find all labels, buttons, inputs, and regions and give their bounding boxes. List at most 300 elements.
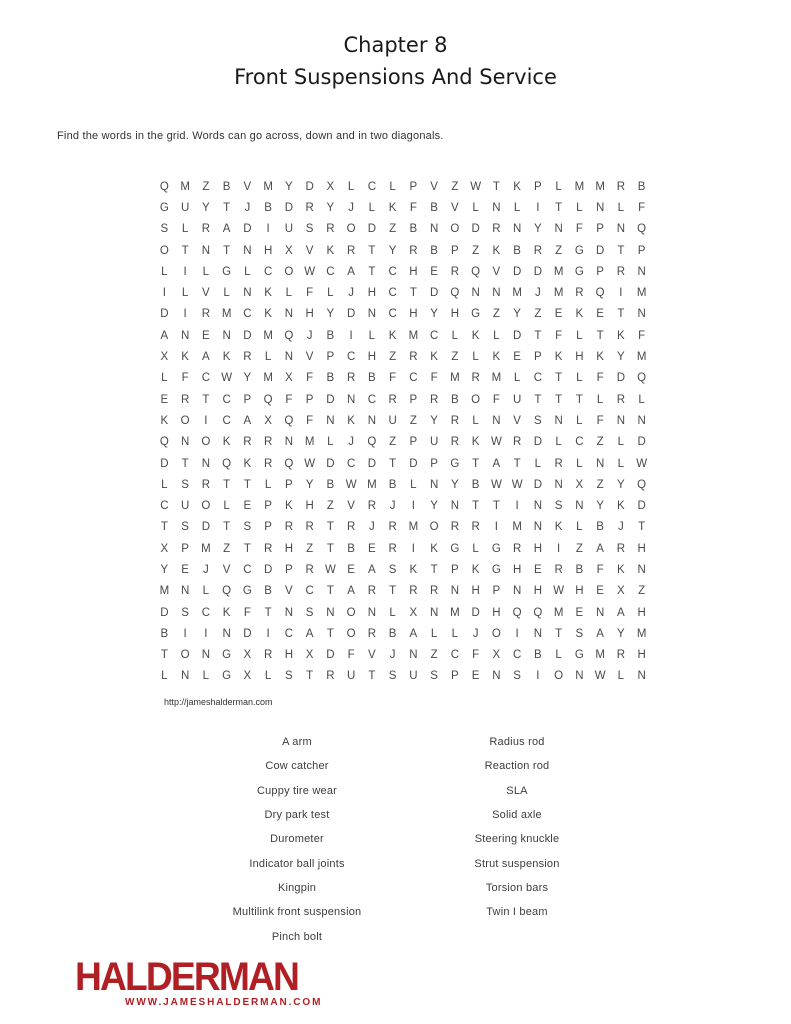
grid-letter: M: [408, 329, 419, 342]
grid-letter: Y: [305, 478, 314, 491]
grid-letter: W: [636, 457, 648, 470]
grid-letter: O: [201, 436, 211, 449]
grid-letter: L: [244, 265, 251, 278]
grid-letter: G: [222, 265, 232, 278]
grid-letter: L: [472, 201, 479, 214]
grid-letter: T: [492, 180, 500, 193]
grid-letter: M: [304, 436, 315, 449]
grid-letter: B: [347, 542, 355, 555]
halderman-logo: [75, 956, 322, 1008]
grid-letter: L: [347, 180, 355, 193]
grid-letter: R: [346, 372, 356, 385]
grid-letter: Q: [471, 265, 481, 278]
grid-letter: O: [429, 521, 439, 534]
grid-letter: L: [451, 627, 459, 640]
grid-letter: Z: [389, 436, 397, 449]
grid-letter: C: [284, 627, 294, 640]
grid-letter: N: [492, 201, 501, 214]
grid-letter: Y: [513, 308, 521, 321]
grid-letter: Q: [367, 436, 377, 449]
grid-letter: N: [284, 351, 294, 364]
grid-letter: L: [534, 457, 542, 470]
grid-letter: C: [429, 329, 439, 342]
grid-letter: E: [181, 563, 189, 576]
grid-letter: H: [409, 265, 418, 278]
grid-letter: N: [222, 329, 231, 342]
grid-letter: Z: [534, 308, 542, 321]
grid-letter: T: [326, 585, 334, 598]
grid-letter: N: [201, 457, 211, 470]
grid-letter: V: [285, 585, 293, 598]
grid-letter: T: [617, 244, 625, 257]
word-search-grid: [154, 176, 652, 688]
grid-letter: P: [264, 521, 272, 534]
grid-letter: O: [346, 627, 356, 640]
grid-letter: L: [617, 201, 625, 214]
grid-letter: L: [472, 351, 479, 364]
grid-letter: B: [513, 244, 521, 257]
grid-letter: J: [244, 201, 251, 214]
grid-letter: D: [326, 649, 335, 662]
grid-letter: I: [183, 265, 187, 278]
grid-letter: G: [159, 201, 169, 214]
grid-letter: F: [181, 372, 189, 385]
grid-letter: J: [348, 287, 354, 300]
grid-letter: W: [490, 478, 502, 491]
grid-letter: I: [162, 287, 166, 300]
grid-letter: I: [619, 287, 623, 300]
grid-letter: C: [533, 372, 543, 385]
grid-letter: S: [243, 521, 252, 534]
grid-letter: J: [389, 500, 396, 513]
grid-letter: Q: [222, 585, 232, 598]
grid-letter: N: [284, 308, 294, 321]
logo-wordmark: HALDERMAN: [75, 955, 298, 999]
grid-letter: R: [388, 542, 397, 555]
logo-website-text: WWW.JAMESHALDERMAN.COM: [125, 997, 323, 1008]
grid-letter: D: [595, 244, 605, 257]
grid-letter: M: [512, 521, 522, 534]
grid-letter: I: [266, 223, 270, 236]
grid-letter: M: [574, 180, 585, 193]
grid-letter: M: [367, 478, 377, 491]
grid-letter: L: [181, 287, 189, 300]
grid-letter: P: [409, 180, 418, 193]
grid-letter: Z: [326, 500, 334, 513]
grid-letter: X: [617, 585, 625, 598]
grid-letter: T: [472, 500, 480, 513]
grid-letter: D: [367, 223, 377, 236]
grid-letter: N: [180, 436, 190, 449]
grid-letter: Z: [596, 478, 604, 491]
grid-letter: D: [367, 457, 377, 470]
word-list-right: [407, 730, 627, 924]
grid-letter: L: [202, 585, 210, 598]
grid-letter: I: [204, 414, 208, 427]
grid-letter: C: [575, 436, 584, 449]
grid-letter: X: [285, 244, 293, 257]
grid-letter: H: [637, 542, 646, 555]
grid-letter: M: [553, 287, 564, 300]
grid-letter: X: [160, 351, 169, 364]
grid-letter: Z: [492, 308, 500, 321]
grid-letter: Q: [284, 457, 294, 470]
grid-letter: X: [492, 649, 501, 662]
grid-letter: V: [202, 287, 210, 300]
grid-letter: Z: [409, 414, 417, 427]
page-title: [0, 30, 791, 93]
grid-letter: X: [575, 478, 584, 491]
grid-letter: Z: [596, 436, 604, 449]
grid-letter: B: [222, 180, 231, 193]
grid-letter: Y: [326, 201, 335, 214]
grid-letter: R: [616, 393, 626, 406]
grid-letter: N: [637, 670, 646, 683]
grid-letter: D: [533, 265, 543, 278]
grid-letter: B: [575, 563, 584, 576]
grid-letter: L: [161, 265, 168, 278]
grid-letter: B: [388, 478, 397, 491]
grid-letter: P: [409, 393, 418, 406]
chapter-number: Chapter 8: [343, 33, 448, 57]
grid-letter: N: [637, 265, 646, 278]
grid-letter: P: [492, 585, 501, 598]
grid-letter: F: [492, 393, 500, 406]
grid-letter: N: [512, 585, 522, 598]
grid-letter: A: [243, 414, 252, 427]
grid-letter: Q: [637, 478, 647, 491]
grid-letter: M: [595, 180, 605, 193]
grid-letter: T: [596, 329, 604, 342]
grid-letter: Z: [306, 542, 314, 555]
grid-letter: L: [223, 287, 230, 300]
grid-letter: M: [636, 627, 647, 640]
grid-letter: G: [222, 670, 232, 683]
grid-letter: X: [326, 180, 335, 193]
grid-letter: R: [450, 521, 460, 534]
grid-letter: R: [263, 457, 273, 470]
grid-letter: U: [346, 670, 356, 683]
grid-letter: T: [326, 542, 334, 555]
grid-letter: N: [512, 223, 522, 236]
grid-letter: N: [492, 414, 501, 427]
grid-letter: L: [161, 478, 168, 491]
grid-letter: S: [181, 478, 189, 491]
grid-letter: G: [491, 542, 501, 555]
grid-letter: N: [533, 627, 543, 640]
grid-letter: A: [617, 606, 625, 619]
grid-letter: R: [326, 223, 335, 236]
grid-letter: Y: [326, 308, 335, 321]
grid-letter: L: [617, 670, 625, 683]
grid-letter: L: [555, 180, 562, 193]
grid-letter: S: [305, 606, 314, 619]
grid-letter: L: [555, 436, 562, 449]
grid-letter: A: [347, 585, 355, 598]
grid-letter: L: [327, 287, 334, 300]
grid-letter: E: [575, 606, 584, 619]
grid-letter: R: [616, 649, 626, 662]
grid-letter: E: [160, 393, 169, 406]
grid-letter: F: [243, 606, 251, 619]
grid-letter: Z: [389, 223, 397, 236]
grid-letter: K: [513, 180, 521, 193]
grid-letter: T: [389, 585, 397, 598]
grid-letter: R: [243, 351, 252, 364]
grid-letter: F: [472, 649, 480, 662]
grid-letter: X: [160, 542, 169, 555]
grid-letter: D: [284, 201, 294, 214]
grid-letter: F: [596, 563, 604, 576]
grid-letter: G: [471, 308, 481, 321]
grid-letter: T: [492, 500, 500, 513]
grid-letter: R: [305, 563, 314, 576]
grid-letter: R: [450, 414, 460, 427]
grid-letter: H: [637, 649, 646, 662]
grid-letter: N: [575, 500, 584, 513]
grid-letter: R: [346, 521, 356, 534]
grid-letter: R: [180, 393, 190, 406]
grid-letter: N: [429, 478, 439, 491]
grid-letter: D: [637, 500, 646, 513]
grid-letter: V: [492, 265, 501, 278]
grid-letter: C: [201, 372, 211, 385]
grid-letter: C: [243, 308, 252, 321]
grid-letter: B: [264, 585, 272, 598]
word-list-item: Cow catcher: [265, 760, 329, 773]
grid-letter: X: [285, 372, 293, 385]
grid-letter: Q: [512, 606, 522, 619]
grid-letter: L: [223, 500, 230, 513]
word-list-item: Steering knuckle: [474, 833, 560, 846]
grid-letter: M: [180, 180, 190, 193]
grid-letter: L: [389, 180, 396, 193]
grid-letter: F: [285, 393, 293, 406]
grid-letter: C: [346, 351, 356, 364]
grid-letter: F: [596, 372, 604, 385]
grid-letter: R: [450, 265, 460, 278]
grid-letter: N: [429, 606, 439, 619]
grid-letter: D: [305, 180, 314, 193]
grid-letter: Z: [555, 244, 563, 257]
grid-letter: D: [471, 223, 480, 236]
grid-letter: I: [183, 308, 187, 321]
grid-letter: Y: [534, 223, 542, 236]
grid-letter: X: [243, 649, 252, 662]
grid-letter: G: [450, 542, 460, 555]
grid-letter: H: [492, 606, 501, 619]
grid-letter: H: [305, 308, 314, 321]
grid-letter: F: [430, 372, 438, 385]
grid-letter: R: [263, 649, 273, 662]
grid-letter: F: [638, 201, 646, 214]
grid-letter: D: [263, 563, 273, 576]
grid-letter: D: [243, 223, 252, 236]
grid-letter: F: [555, 329, 563, 342]
grid-letter: A: [222, 223, 231, 236]
grid-letter: K: [492, 351, 501, 364]
word-list-item: Twin I beam: [486, 906, 548, 919]
grid-letter: L: [430, 627, 438, 640]
grid-letter: D: [326, 457, 335, 470]
grid-letter: T: [430, 563, 438, 576]
grid-letter: N: [450, 500, 460, 513]
grid-letter: I: [536, 201, 540, 214]
grid-letter: K: [222, 351, 231, 364]
grid-letter: B: [471, 478, 480, 491]
grid-letter: Y: [202, 201, 210, 214]
grid-letter: B: [534, 649, 542, 662]
grid-letter: A: [202, 351, 210, 364]
grid-letter: Z: [202, 180, 210, 193]
grid-letter: R: [471, 372, 480, 385]
grid-letter: N: [243, 244, 252, 257]
grid-letter: B: [596, 521, 604, 534]
grid-letter: S: [181, 606, 189, 619]
grid-letter: C: [201, 606, 211, 619]
grid-letter: B: [451, 393, 459, 406]
grid-letter: C: [388, 287, 397, 300]
grid-letter: R: [512, 436, 522, 449]
grid-letter: R: [409, 244, 418, 257]
grid-letter: T: [534, 329, 542, 342]
word-list-item: Durometer: [270, 833, 324, 846]
grid-letter: E: [596, 308, 604, 321]
chapter-title: Front Suspensions And Service: [234, 64, 557, 89]
grid-letter: C: [388, 308, 397, 321]
grid-letter: M: [263, 180, 273, 193]
grid-letter: J: [389, 649, 396, 662]
grid-letter: C: [512, 649, 522, 662]
grid-letter: R: [616, 265, 626, 278]
grid-letter: L: [264, 351, 272, 364]
grid-letter: Q: [595, 287, 605, 300]
grid-letter: P: [451, 670, 459, 683]
grid-letter: T: [181, 457, 189, 470]
grid-letter: T: [617, 308, 625, 321]
grid-letter: R: [554, 563, 563, 576]
grid-letter: I: [411, 542, 415, 555]
grid-letter: U: [388, 414, 397, 427]
grid-letter: N: [201, 649, 211, 662]
grid-letter: U: [409, 670, 418, 683]
grid-letter: L: [576, 414, 583, 427]
grid-letter: H: [305, 500, 314, 513]
grid-letter: R: [367, 500, 377, 513]
grid-letter: N: [367, 414, 377, 427]
grid-letter: E: [534, 563, 542, 576]
grid-letter: Q: [637, 372, 647, 385]
grid-letter: N: [637, 563, 646, 576]
grid-letter: Q: [450, 287, 460, 300]
grid-letter: W: [470, 180, 482, 193]
grid-letter: A: [409, 627, 418, 640]
word-list-item: Multilink front suspension: [232, 906, 362, 919]
grid-letter: T: [326, 627, 334, 640]
grid-letter: Y: [430, 500, 438, 513]
grid-letter: K: [243, 457, 252, 470]
grid-letter: L: [576, 521, 583, 534]
grid-letter: J: [369, 521, 375, 534]
grid-letter: R: [471, 521, 480, 534]
grid-letter: M: [553, 606, 564, 619]
grid-letter: W: [304, 265, 316, 278]
grid-letter: I: [494, 521, 498, 534]
grid-letter: R: [388, 393, 397, 406]
grid-letter: D: [346, 308, 356, 321]
grid-letter: E: [513, 351, 521, 364]
word-list-item: Reaction rod: [484, 760, 550, 773]
grid-letter: V: [513, 414, 521, 427]
grid-letter: L: [202, 670, 210, 683]
grid-letter: N: [409, 649, 418, 662]
grid-letter: L: [161, 670, 168, 683]
grid-letter: H: [263, 244, 273, 257]
grid-letter: D: [429, 287, 439, 300]
grid-letter: T: [368, 265, 376, 278]
grid-letter: T: [555, 372, 563, 385]
grid-letter: E: [368, 542, 376, 555]
grid-letter: K: [575, 308, 584, 321]
grid-letter: M: [159, 585, 170, 598]
grid-letter: L: [472, 542, 479, 555]
grid-letter: G: [242, 585, 252, 598]
grid-letter: T: [223, 478, 231, 491]
grid-letter: G: [222, 649, 232, 662]
grid-letter: Q: [637, 223, 647, 236]
grid-letter: E: [430, 265, 438, 278]
grid-letter: C: [222, 393, 231, 406]
grid-letter: B: [264, 201, 272, 214]
grid-letter: L: [617, 457, 625, 470]
grid-letter: B: [326, 372, 335, 385]
grid-letter: J: [348, 436, 354, 449]
grid-letter: Q: [284, 414, 294, 427]
grid-letter: P: [637, 244, 646, 257]
grid-letter: K: [347, 414, 355, 427]
grid-letter: L: [327, 436, 334, 449]
grid-letter: J: [535, 287, 541, 300]
grid-letter: H: [409, 308, 418, 321]
word-list-item: SLA: [506, 784, 528, 797]
grid-letter: W: [553, 585, 565, 598]
grid-letter: A: [160, 329, 169, 342]
grid-letter: T: [326, 521, 334, 534]
grid-letter: N: [471, 287, 480, 300]
grid-letter: L: [368, 201, 376, 214]
grid-letter: Z: [451, 351, 459, 364]
grid-letter: O: [346, 223, 356, 236]
grid-letter: C: [222, 414, 231, 427]
grid-letter: E: [243, 500, 252, 513]
grid-letter: C: [367, 393, 377, 406]
grid-letter: P: [596, 265, 604, 278]
grid-letter: L: [264, 478, 272, 491]
grid-letter: N: [326, 414, 335, 427]
grid-letter: B: [409, 223, 418, 236]
grid-letter: X: [305, 649, 314, 662]
grid-letter: T: [223, 201, 231, 214]
grid-letter: I: [183, 627, 187, 640]
grid-letter: V: [368, 649, 376, 662]
puzzle-instructions: Find the words in the grid. Words can go across, down and in two diagonals.: [57, 130, 444, 142]
grid-letter: N: [554, 414, 563, 427]
grid-letter: Y: [617, 351, 625, 364]
grid-letter: P: [534, 180, 542, 193]
word-list-item: A arm: [282, 736, 312, 749]
grid-letter: P: [285, 478, 293, 491]
grid-letter: V: [347, 500, 355, 513]
